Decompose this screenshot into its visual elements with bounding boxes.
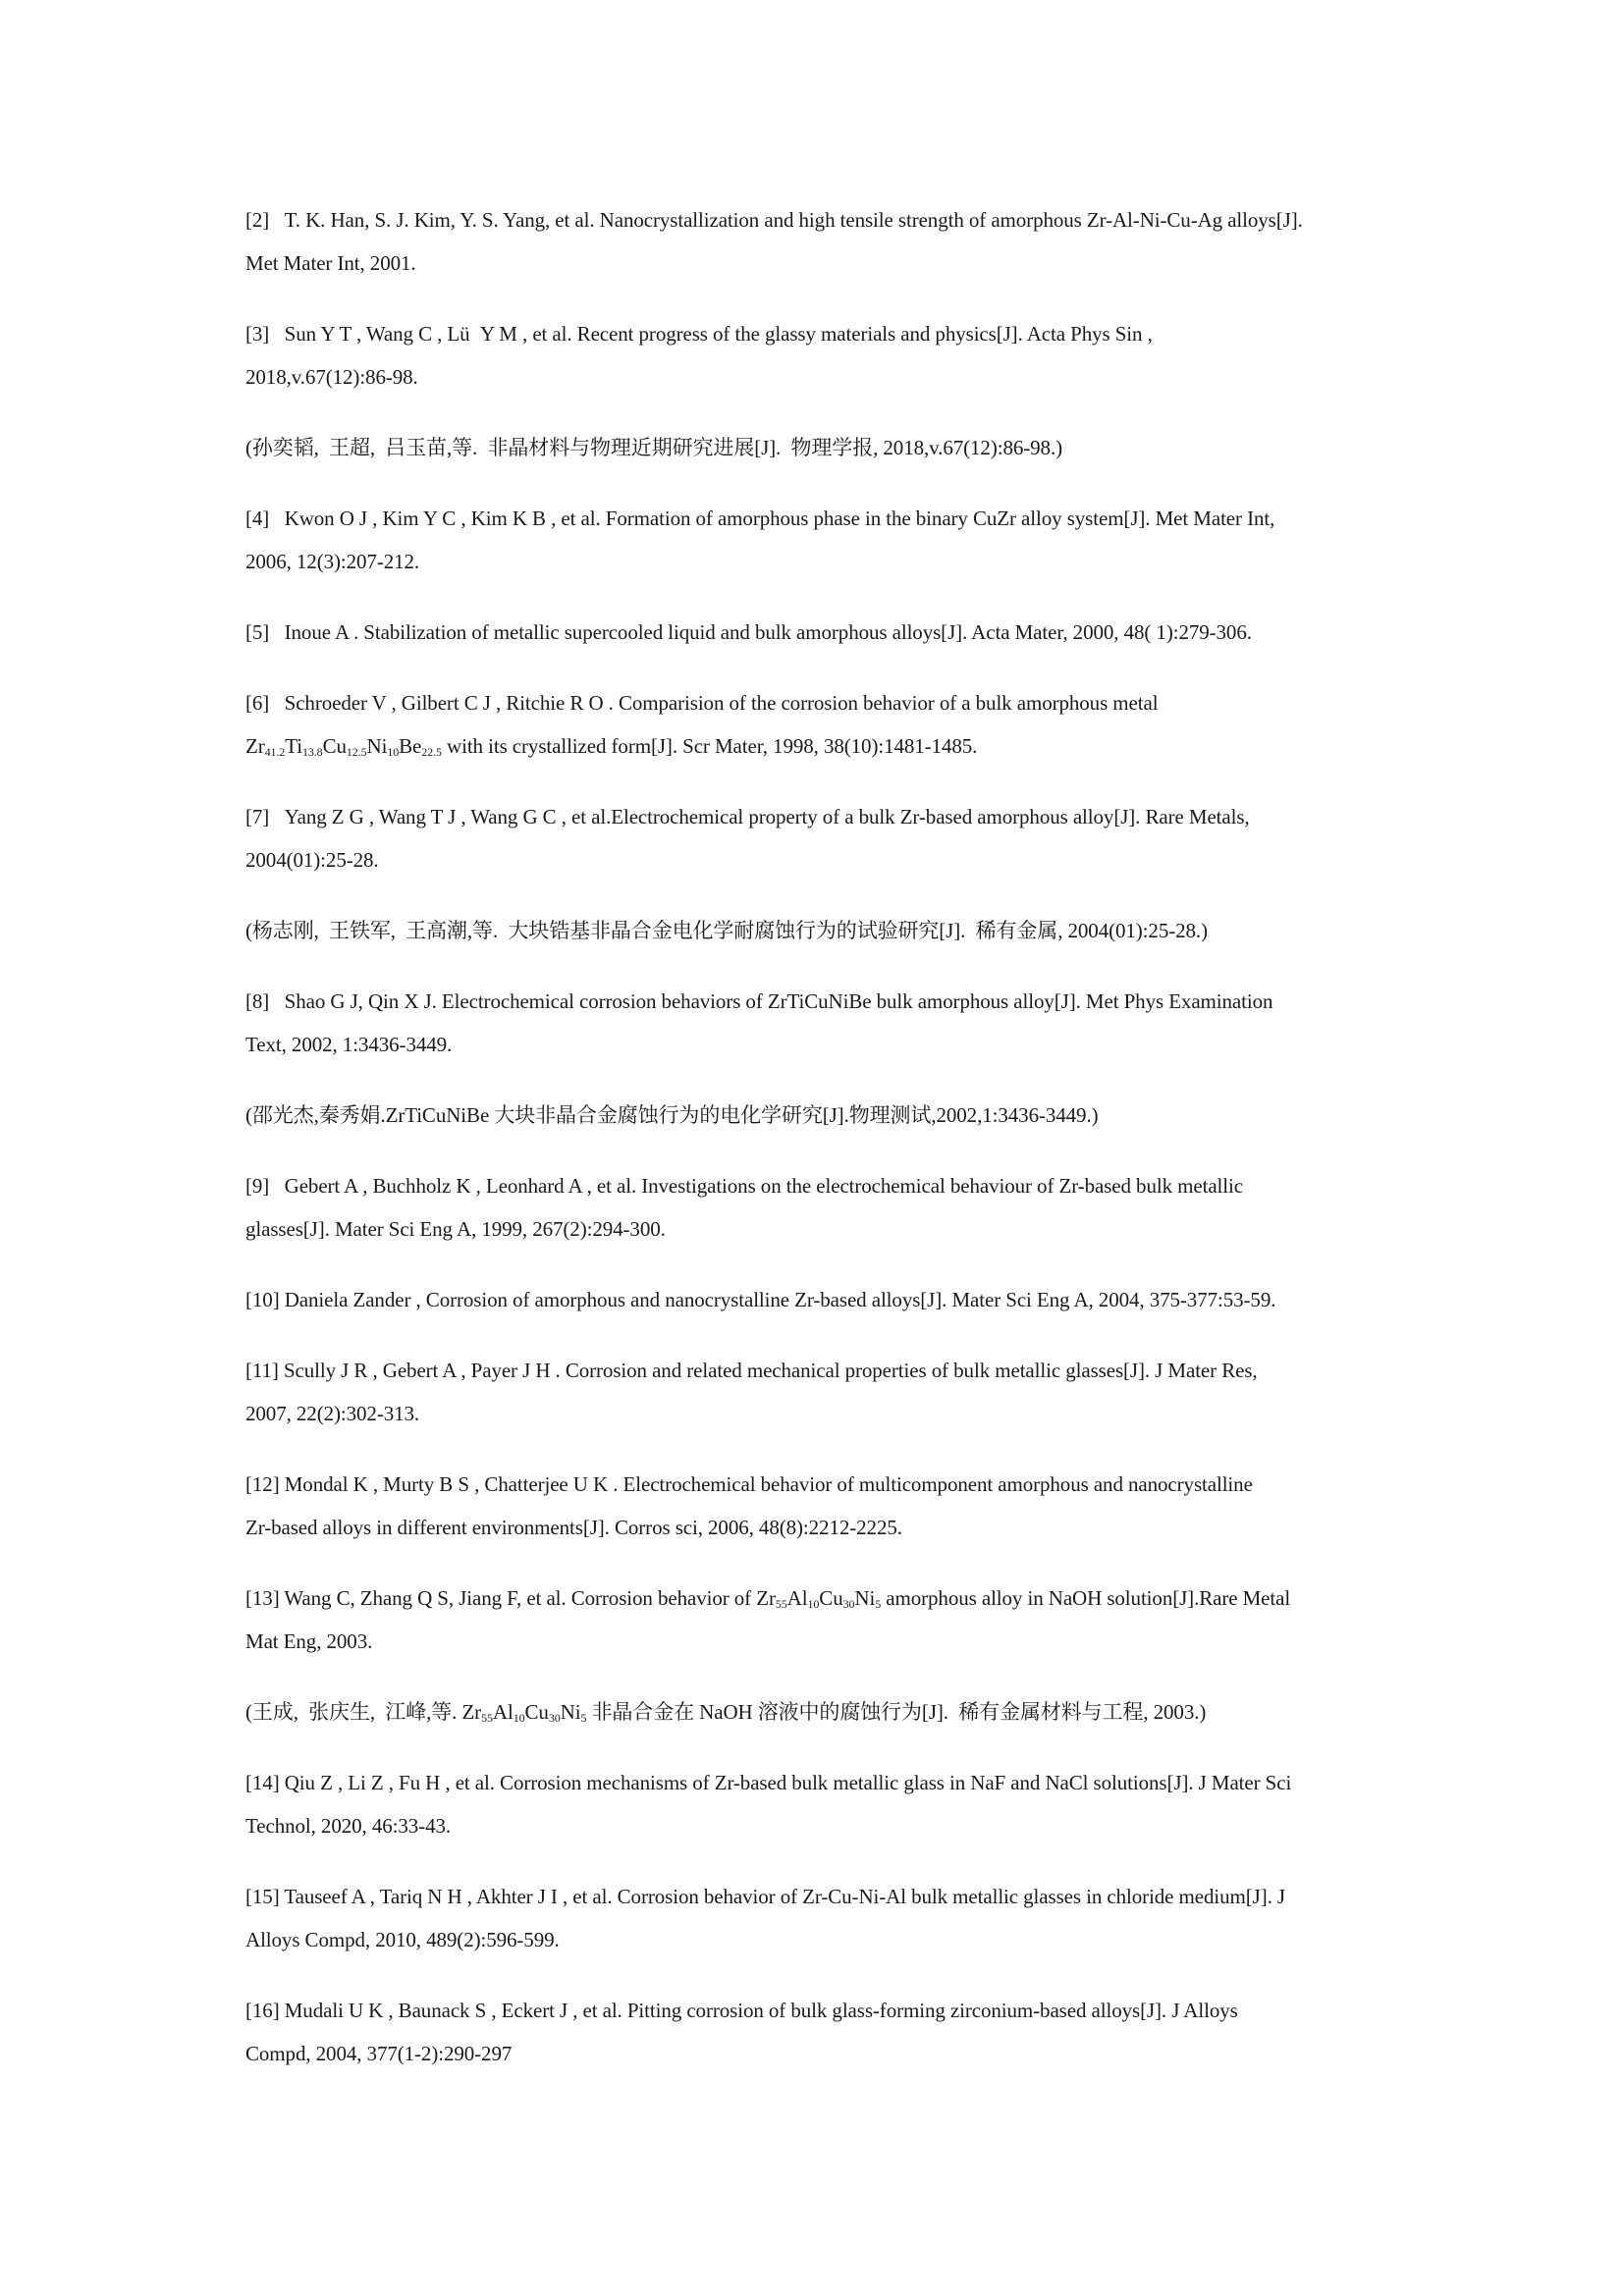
- reference-list: [245, 198, 1384, 2103]
- reference-entry: [245, 1761, 1384, 1847]
- reference-entry-translation: [245, 426, 1384, 469]
- reference-line: [245, 1690, 1384, 1734]
- reference-entry: [245, 1875, 1384, 1961]
- reference-text: (孙奕韬, 王超, 吕玉苗,等. 非晶材料与物理近期研究进展[J]. 物理学报, 2018,v.67(12):86-98.): [245, 436, 1062, 459]
- reference-entry: [245, 497, 1384, 583]
- reference-text: Cu: [322, 734, 347, 758]
- reference-entry: [245, 795, 1384, 881]
- reference-line: [245, 1023, 1384, 1066]
- reference-text: Technol, 2020, 46:33-43.: [245, 1814, 452, 1838]
- reference-text: Zr-based alloys in different environments[J]. Corros sci, 2006, 48(8):2212-2225.: [245, 1516, 902, 1539]
- subscript-text: 10: [387, 745, 400, 759]
- reference-text: Be: [399, 734, 422, 758]
- reference-line: [245, 1349, 1384, 1392]
- reference-text: 非晶合金在 NaOH 溶液中的腐蚀行为[J]. 稀有金属材料与工程, 2003.): [586, 1700, 1207, 1724]
- reference-text: Compd, 2004, 377(1-2):290-297: [245, 2042, 513, 2065]
- reference-line: [245, 838, 1384, 881]
- reference-entry: [245, 312, 1384, 399]
- subscript-text: 30: [842, 1597, 855, 1611]
- reference-line: [245, 2032, 1384, 2075]
- reference-text: 2006, 12(3):207-212.: [245, 550, 420, 573]
- reference-line: [245, 1392, 1384, 1435]
- subscript-text: 41.2: [264, 745, 286, 759]
- reference-line: [245, 1761, 1384, 1804]
- subscript-text: 10: [513, 1711, 525, 1725]
- reference-text: (杨志刚, 王铁军, 王高潮,等. 大块锆基非晶合金电化学耐腐蚀行为的试验研究[J]. 稀有金属, 2004(01):25-28.): [245, 919, 1208, 942]
- reference-line: [245, 1620, 1384, 1663]
- reference-text: Alloys Compd, 2010, 489(2):596-599.: [245, 1928, 560, 1951]
- reference-text: [11] Scully J R , Gebert A , Payer J H . Corrosion and related mechanical properties of bulk metallic glasses[J]. J Mater Res,: [245, 1359, 1258, 1382]
- reference-line: [245, 198, 1384, 241]
- subscript-text: 5: [875, 1597, 882, 1611]
- reference-text: Zr: [245, 734, 265, 758]
- reference-entry-translation: [245, 1690, 1384, 1734]
- reference-text: [15] Tauseef A , Tariq N H , Akhter J I , et al. Corrosion behavior of Zr-Cu-Ni-Al bulk metallic glasses in chloride medium[J]. J: [245, 1885, 1285, 1908]
- reference-text: amorphous alloy in NaOH solution[J].Rare Metal: [881, 1586, 1291, 1610]
- reference-text: [5] Inoue A . Stabilization of metallic supercooled liquid and bulk amorphous alloys[J]. Acta Mater, 2000, 48( 1):279-306.: [245, 620, 1252, 644]
- reference-text: [16] Mudali U K , Baunack S , Eckert J , et al. Pitting corrosion of bulk glass-forming zirconium-based alloys[J]. J Alloys: [245, 1999, 1238, 2022]
- subscript-text: 30: [548, 1711, 561, 1725]
- reference-text: Text, 2002, 1:3436-3449.: [245, 1033, 453, 1056]
- reference-text: [9] Gebert A , Buchholz K , Leonhard A , et al. Investigations on the electrochemical behaviour of Zr-based bulk metallic: [245, 1174, 1243, 1198]
- reference-text: [8] Shao G J, Qin X J. Electrochemical corrosion behaviors of ZrTiCuNiBe bulk amorphous alloy[J]. Met Phys Examination: [245, 989, 1273, 1013]
- subscript-text: 22.5: [421, 745, 442, 759]
- reference-entry: [245, 1576, 1384, 1663]
- reference-line: [245, 724, 1384, 768]
- reference-text: (邵光杰,秦秀娟.ZrTiCuNiBe 大块非晶合金腐蚀行为的电化学研究[J].物理测试,2002,1:3436-3449.): [245, 1103, 1099, 1127]
- reference-entry: [245, 198, 1384, 285]
- subscript-text: 12.5: [346, 745, 367, 759]
- reference-text: [3] Sun Y T , Wang C , Lü Y M , et al. Recent progress of the glassy materials and physics[J]. Acta Phys Sin ,: [245, 322, 1153, 346]
- reference-line: [245, 795, 1384, 838]
- reference-text: glasses[J]. Mater Sci Eng A, 1999, 267(2):294-300.: [245, 1217, 666, 1241]
- reference-text: [14] Qiu Z , Li Z , Fu H , et al. Corrosion mechanisms of Zr-based bulk metallic glass in NaF and NaCl solutions[J]. J Mater Sci: [245, 1771, 1292, 1794]
- reference-text: Mat Eng, 2003.: [245, 1629, 373, 1653]
- reference-line: [245, 1463, 1384, 1506]
- reference-line: [245, 1164, 1384, 1207]
- reference-line: [245, 355, 1384, 399]
- reference-text: Ni: [366, 734, 388, 758]
- subscript-text: 13.8: [301, 745, 323, 759]
- reference-text: 2018,v.67(12):86-98.: [245, 365, 418, 389]
- reference-text: [12] Mondal K , Murty B S , Chatterjee U K . Electrochemical behavior of multicomponent amorphous and nanocrystalline: [245, 1472, 1253, 1496]
- reference-text: [6] Schroeder V , Gilbert C J , Ritchie R O . Comparision of the corrosion behavior of a bulk amorphous metal: [245, 691, 1159, 715]
- reference-entry: [245, 681, 1384, 768]
- reference-entry: [245, 611, 1384, 654]
- reference-entry: [245, 1989, 1384, 2075]
- reference-text: Ni: [854, 1586, 876, 1610]
- subscript-text: 55: [775, 1597, 787, 1611]
- reference-line: [245, 980, 1384, 1023]
- reference-line: [245, 1094, 1384, 1137]
- reference-text: Al: [786, 1586, 808, 1610]
- reference-line: [245, 1576, 1384, 1620]
- reference-text: with its crystallized form[J]. Scr Mater, 1998, 38(10):1481-1485.: [441, 734, 978, 758]
- reference-text: 2007, 22(2):302-313.: [245, 1402, 420, 1425]
- reference-entry-translation: [245, 1094, 1384, 1137]
- reference-line: [245, 611, 1384, 654]
- reference-line: [245, 1804, 1384, 1847]
- reference-entry: [245, 1463, 1384, 1549]
- reference-line: [245, 1278, 1384, 1321]
- reference-text: Cu: [524, 1700, 549, 1724]
- reference-text: [2] T. K. Han, S. J. Kim, Y. S. Yang, et al. Nanocrystallization and high tensile strength of amorphous Zr-Al-Ni-Cu-Ag alloys[J].: [245, 208, 1303, 232]
- reference-text: Al: [492, 1700, 514, 1724]
- reference-line: [245, 1989, 1384, 2032]
- reference-line: [245, 497, 1384, 540]
- subscript-text: 10: [807, 1597, 820, 1611]
- subscript-text: 5: [580, 1711, 587, 1725]
- subscript-text: 55: [481, 1711, 493, 1725]
- reference-entry: [245, 1278, 1384, 1321]
- reference-line: [245, 540, 1384, 583]
- reference-entry: [245, 980, 1384, 1066]
- reference-text: Ni: [560, 1700, 581, 1724]
- reference-text: [7] Yang Z G , Wang T J , Wang G C , et al.Electrochemical property of a bulk Zr-based amorphous alloy[J]. Rare Metals,: [245, 805, 1250, 828]
- reference-line: [245, 1506, 1384, 1549]
- reference-text: [10] Daniela Zander , Corrosion of amorphous and nanocrystalline Zr-based alloys[J]. Mater Sci Eng A, 2004, 375-377:53-59.: [245, 1288, 1276, 1311]
- reference-text: [4] Kwon O J , Kim Y C , Kim K B , et al. Formation of amorphous phase in the binary CuZr alloy system[J]. Met Mater Int,: [245, 507, 1275, 530]
- reference-line: [245, 1207, 1384, 1251]
- reference-line: [245, 681, 1384, 724]
- reference-text: Cu: [819, 1586, 843, 1610]
- reference-text: Ti: [285, 734, 302, 758]
- reference-text: 2004(01):25-28.: [245, 848, 379, 872]
- reference-line: [245, 909, 1384, 952]
- reference-entry: [245, 1164, 1384, 1251]
- reference-text: [13] Wang C, Zhang Q S, Jiang F, et al. Corrosion behavior of Zr: [245, 1586, 776, 1610]
- reference-line: [245, 312, 1384, 355]
- reference-line: [245, 1875, 1384, 1918]
- reference-entry: [245, 1349, 1384, 1435]
- reference-text: Met Mater Int, 2001.: [245, 251, 416, 275]
- reference-text: (王成, 张庆生, 江峰,等. Zr: [245, 1700, 482, 1724]
- reference-entry-translation: [245, 909, 1384, 952]
- reference-line: [245, 426, 1384, 469]
- reference-line: [245, 241, 1384, 285]
- reference-line: [245, 1918, 1384, 1961]
